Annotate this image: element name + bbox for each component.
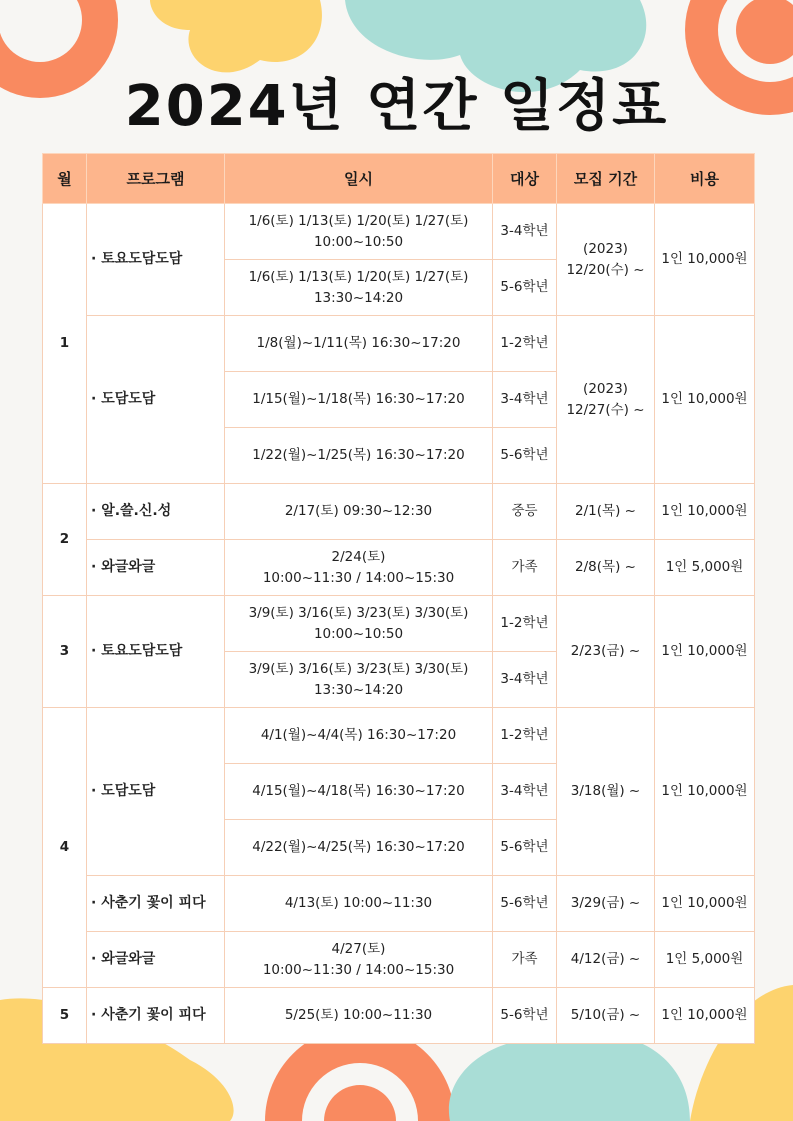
recruit-cell: 2/1(목) ~ xyxy=(557,484,655,540)
cost-cell: 1인 5,000원 xyxy=(655,540,755,596)
table-row xyxy=(43,596,755,652)
target-cell: 5-6학년 xyxy=(493,988,557,1044)
month-cell: 1 xyxy=(43,204,87,484)
target-cell: 가족 xyxy=(493,540,557,596)
cost-cell: 1인 10,000원 xyxy=(655,316,755,484)
recruit-cell: (2023) 12/20(수) ~ xyxy=(557,204,655,316)
table-row xyxy=(43,708,755,764)
recruit-cell: (2023) 12/27(수) ~ xyxy=(557,316,655,484)
recruit-cell: 4/12(금) ~ xyxy=(557,932,655,988)
cost-cell: 1인 5,000원 xyxy=(655,932,755,988)
page-title: 2024년 연간 일정표 xyxy=(124,74,669,139)
table-row xyxy=(43,316,755,372)
recruit-cell: 3/18(월) ~ xyxy=(557,708,655,876)
target-cell: 중등 xyxy=(493,484,557,540)
schedule-cell: 1/6(토) 1/13(토) 1/20(토) 1/27(토) 13:30~14:20 xyxy=(225,260,493,316)
target-cell: 3-4학년 xyxy=(493,204,557,260)
header-recruit: 모집 기간 xyxy=(557,154,655,204)
target-cell: 5-6학년 xyxy=(493,820,557,876)
target-cell: 3-4학년 xyxy=(493,372,557,428)
target-cell: 가족 xyxy=(493,932,557,988)
program-cell: · 사춘기 꽃이 피다 xyxy=(87,988,225,1044)
header-month: 월 xyxy=(43,154,87,204)
schedule-cell: 1/22(월)~1/25(목) 16:30~17:20 xyxy=(225,428,493,484)
target-cell: 3-4학년 xyxy=(493,764,557,820)
program-cell: · 토요도담도담 xyxy=(87,204,225,316)
month-cell: 4 xyxy=(43,708,87,988)
program-cell: · 도담도담 xyxy=(87,708,225,876)
program-cell: · 토요도담도담 xyxy=(87,596,225,708)
header-target: 대상 xyxy=(493,154,557,204)
month-cell: 2 xyxy=(43,484,87,596)
schedule-table xyxy=(42,153,755,1044)
header-datetime: 일시 xyxy=(225,154,493,204)
target-cell: 1-2학년 xyxy=(493,316,557,372)
target-cell: 1-2학년 xyxy=(493,708,557,764)
program-cell: · 알.쓸.신.성 xyxy=(87,484,225,540)
schedule-cell: 3/9(토) 3/16(토) 3/23(토) 3/30(토) 10:00~10:50 xyxy=(225,596,493,652)
target-cell: 5-6학년 xyxy=(493,876,557,932)
schedule-cell: 4/15(월)~4/18(목) 16:30~17:20 xyxy=(225,764,493,820)
schedule-cell: 2/17(토) 09:30~12:30 xyxy=(225,484,493,540)
table-header-row xyxy=(43,154,755,204)
program-cell: · 와글와글 xyxy=(87,540,225,596)
cost-cell: 1인 10,000원 xyxy=(655,988,755,1044)
recruit-cell: 2/8(목) ~ xyxy=(557,540,655,596)
bottom-teal-blob xyxy=(449,1034,690,1121)
cost-cell: 1인 10,000원 xyxy=(655,484,755,540)
schedule-cell: 4/1(월)~4/4(목) 16:30~17:20 xyxy=(225,708,493,764)
target-cell: 5-6학년 xyxy=(493,428,557,484)
schedule-cell: 3/9(토) 3/16(토) 3/23(토) 3/30(토) 13:30~14:20 xyxy=(225,652,493,708)
program-cell: · 도담도담 xyxy=(87,316,225,484)
recruit-cell: 3/29(금) ~ xyxy=(557,876,655,932)
table-row xyxy=(43,540,755,596)
cost-cell: 1인 10,000원 xyxy=(655,876,755,932)
target-cell: 1-2학년 xyxy=(493,596,557,652)
table-row xyxy=(43,876,755,932)
target-cell: 3-4학년 xyxy=(493,652,557,708)
target-cell: 5-6학년 xyxy=(493,260,557,316)
schedule-cell: 1/6(토) 1/13(토) 1/20(토) 1/27(토) 10:00~10:50 xyxy=(225,204,493,260)
program-cell: · 와글와글 xyxy=(87,932,225,988)
header-cost: 비용 xyxy=(655,154,755,204)
schedule-cell: 5/25(토) 10:00~11:30 xyxy=(225,988,493,1044)
recruit-cell: 5/10(금) ~ xyxy=(557,988,655,1044)
table-row xyxy=(43,484,755,540)
month-cell: 3 xyxy=(43,596,87,708)
cost-cell: 1인 10,000원 xyxy=(655,204,755,316)
recruit-cell: 2/23(금) ~ xyxy=(557,596,655,708)
schedule-cell: 4/27(토) 10:00~11:30 / 14:00~15:30 xyxy=(225,932,493,988)
cost-cell: 1인 10,000원 xyxy=(655,708,755,876)
schedule-cell: 4/13(토) 10:00~11:30 xyxy=(225,876,493,932)
schedule-cell: 2/24(토) 10:00~11:30 / 14:00~15:30 xyxy=(225,540,493,596)
program-cell: · 사춘기 꽃이 피다 xyxy=(87,876,225,932)
schedule-cell: 4/22(월)~4/25(목) 16:30~17:20 xyxy=(225,820,493,876)
month-cell: 5 xyxy=(43,988,87,1044)
schedule-cell: 1/15(월)~1/18(목) 16:30~17:20 xyxy=(225,372,493,428)
schedule-cell: 1/8(월)~1/11(목) 16:30~17:20 xyxy=(225,316,493,372)
header-program: 프로그램 xyxy=(87,154,225,204)
table-row xyxy=(43,988,755,1044)
cost-cell: 1인 10,000원 xyxy=(655,596,755,708)
table-row xyxy=(43,204,755,260)
table-row xyxy=(43,932,755,988)
